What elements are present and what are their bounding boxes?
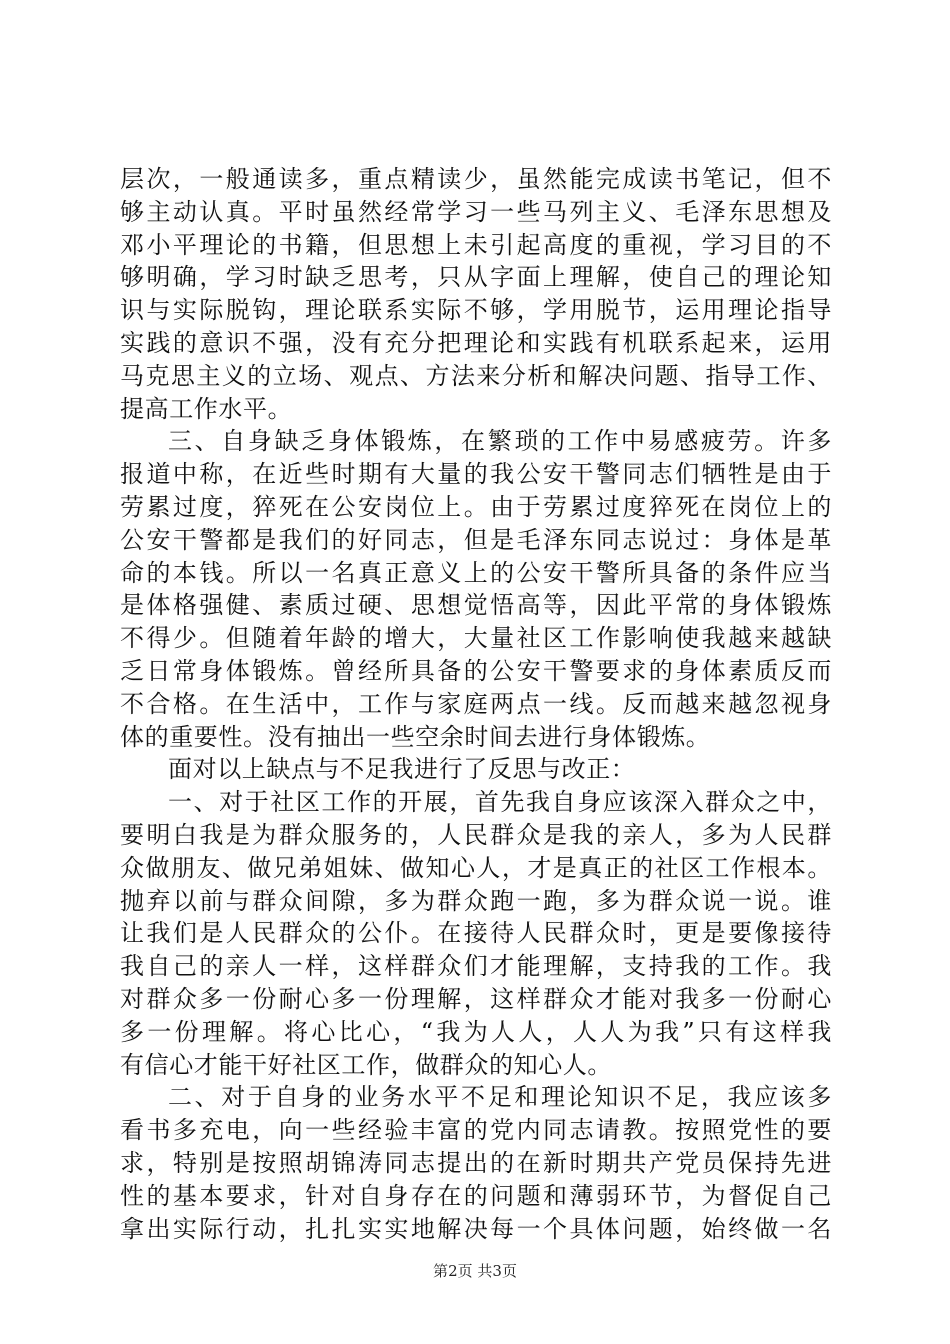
page-footer: [0, 1262, 950, 1280]
text-line: 不得少。但随着年龄的增大，大量社区工作影响使我越来越缺: [120, 624, 832, 653]
text-line: 实践的意识不强，没有充分把理论和实践有机联系起来，运用: [120, 328, 832, 357]
text-line: 让我们是人民群众的公仆。在接待人民群众时，更是要像接待: [120, 919, 832, 948]
text-line: 够明确，学习时缺乏思考，只从字面上理解，使自己的理论知: [120, 263, 832, 292]
page-number: 2: [448, 1262, 458, 1280]
text-line: 乏日常身体锻炼。曾经所具备的公安干警要求的身体素质反而: [120, 656, 832, 685]
text-line: 是体格强健、素质过硬、思想觉悟高等，因此平常的身体锻炼: [120, 591, 832, 620]
text-line: 提高工作水平。: [120, 394, 293, 423]
footer-prefix: 第: [433, 1262, 449, 1280]
text-line: 求，特别是按照胡锦涛同志提出的在新时期共产党员保持先进: [120, 1148, 832, 1177]
text-line: 不合格。在生活中，工作与家庭两点一线。反而越来越忽视身: [120, 689, 832, 718]
paragraph-start-line: 三、自身缺乏身体锻炼，在繁琐的工作中易感疲劳。许多: [168, 427, 832, 456]
text-line: 公安干警都是我们的好同志，但是毛泽东同志说过：身体是革: [120, 525, 832, 554]
footer-suffix: 页: [501, 1262, 517, 1280]
text-line: 够主动认真。平时虽然经常学习一些马列主义、毛泽东思想及: [120, 197, 832, 226]
paragraph-start-line: 二、对于自身的业务水平不足和理论知识不足，我应该多: [168, 1083, 832, 1112]
text-line: 要明白我是为群众服务的，人民群众是我的亲人，多为人民群: [120, 820, 832, 849]
paragraph-start-line: 面对以上缺点与不足我进行了反思与改正：: [168, 755, 636, 784]
footer-mid: 页 共: [457, 1262, 493, 1280]
document-body: [120, 163, 832, 1245]
text-line: 对群众多一份耐心多一份理解，这样群众才能对我多一份耐心: [120, 984, 832, 1013]
text-line: 多一份理解。将心比心，“我为人人，人人为我”只有这样我: [120, 1017, 832, 1046]
text-line: 报道中称，在近些时期有大量的我公安干警同志们牺牲是由于: [120, 460, 832, 489]
text-line: 命的本钱。所以一名真正意义上的公安干警所具备的条件应当: [120, 558, 832, 587]
text-line: 我自己的亲人一样，这样群众们才能理解，支持我的工作。我: [120, 952, 832, 981]
text-line: 体的重要性。没有抽出一些空余时间去进行身体锻炼。: [120, 722, 711, 751]
text-line: 有信心才能干好社区工作，做群众的知心人。: [120, 1050, 612, 1079]
text-line: 看书多充电，向一些经验丰富的党内同志请教。按照党性的要: [120, 1116, 832, 1145]
text-line: 众做朋友、做兄弟姐妹、做知心人，才是真正的社区工作根本。: [120, 853, 832, 882]
text-line: 拿出实际行动，扎扎实实地解决每一个具体问题，始终做一名: [120, 1214, 832, 1243]
text-line: 层次，一般通读多，重点精读少，虽然能完成读书笔记，但不: [120, 165, 832, 193]
text-line: 性的基本要求，针对自身存在的问题和薄弱环节，为督促自己: [120, 1181, 832, 1210]
text-line: 邓小平理论的书籍，但思想上未引起高度的重视，学习目的不: [120, 230, 832, 259]
total-pages: 3: [492, 1262, 502, 1280]
text-line: 抛弃以前与群众间隙，多为群众跑一跑，多为群众说一说。谁: [120, 886, 832, 915]
text-line: 识与实际脱钩，理论联系实际不够，学用脱节，运用理论指导: [120, 296, 832, 325]
text-line: 马克思主义的立场、观点、方法来分析和解决问题、指导工作、: [120, 361, 832, 390]
paragraph-start-line: 一、对于社区工作的开展，首先我自身应该深入群众之中，: [168, 788, 832, 817]
text-line: 劳累过度，猝死在公安岗位上。由于劳累过度猝死在岗位上的: [120, 492, 832, 521]
